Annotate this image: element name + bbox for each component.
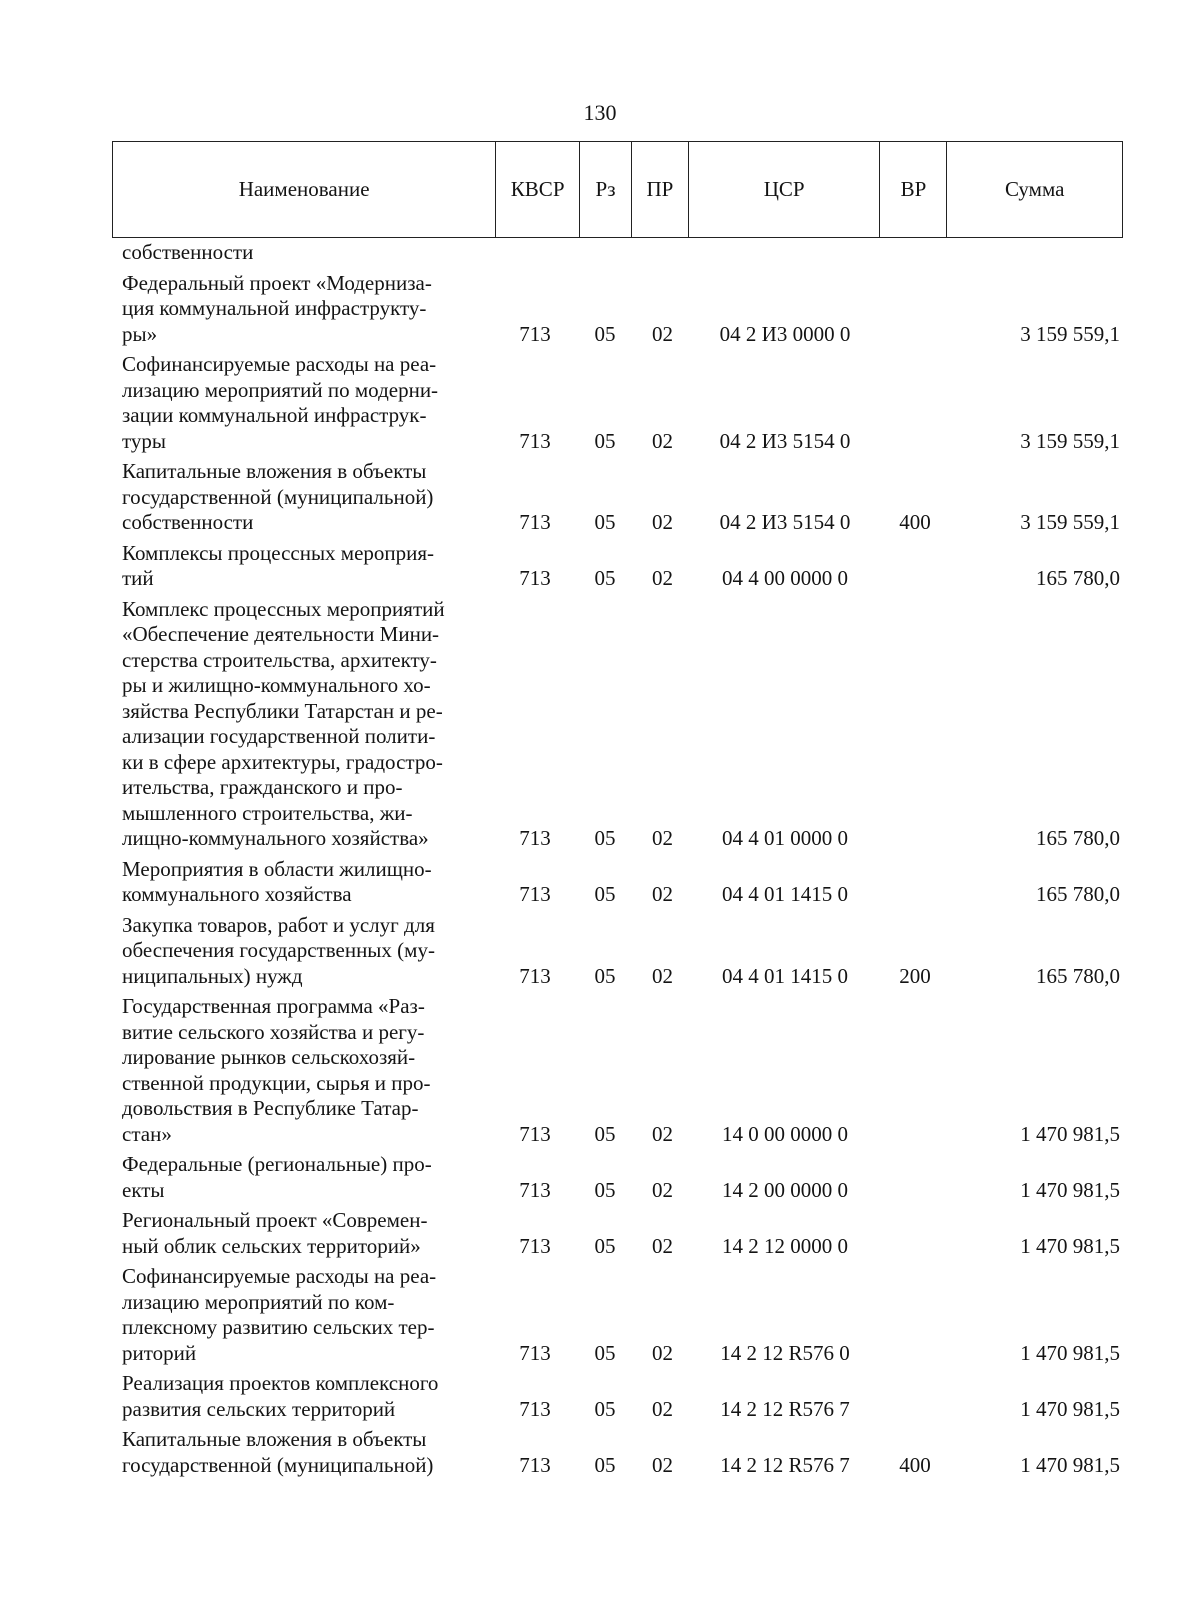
row-name: Государственная программа «Раз- витие сельского хозяйства и регу- лирование рынков сельскохозяй- ственной продукции, сырья и про- довольствия в Республике Татар- стан» — [122, 994, 431, 1146]
row-kvsr: 713 — [519, 826, 551, 850]
row-pr: 02 — [652, 1177, 673, 1202]
row-kvsr: 713 — [519, 1396, 551, 1421]
row-name: Капитальные вложения в объекты государственной (муниципальной) — [122, 1427, 434, 1477]
header-rz: Рз — [580, 142, 632, 237]
row-name: собственности — [122, 240, 254, 264]
row-name: Федеральный проект «Модерниза- ция коммунальной инфраструкту- ры» — [122, 270, 432, 346]
row-sum: 1 470 981,5 — [1020, 1121, 1120, 1146]
row-csr: 14 2 12 R576 0 — [720, 1340, 850, 1365]
row-csr: 04 4 01 1415 0 — [722, 882, 848, 906]
row-csr: 04 4 00 0000 0 — [722, 566, 848, 590]
row-name: Комплекс процессных мероприятий «Обеспечение деятельности Мини- стерства строительства, архитекту- ры и жилищно-коммунального хо- зяйства Республики Татарстан и ре- ализации государственной полити- ки в сфере архитектуры, градостро- ительства, гражданского и про- мышленного строительства, жи- лищно-коммунального хозяйства» — [122, 596, 445, 850]
table-row — [0, 994, 1200, 1147]
row-pr: 02 — [652, 882, 673, 906]
row-vr: 400 — [899, 1452, 931, 1477]
row-rz: 05 — [594, 1233, 616, 1258]
row-rz: 05 — [594, 1452, 616, 1477]
row-rz: 05 — [594, 566, 616, 590]
row-kvsr: 713 — [519, 566, 551, 590]
header-vr: ВР — [880, 142, 947, 237]
table-row — [0, 597, 1200, 852]
row-kvsr: 713 — [519, 1452, 551, 1477]
row-vr: 400 — [899, 510, 931, 534]
row-sum: 165 780,0 — [1036, 882, 1120, 906]
header-kvsr: КВСР — [496, 142, 580, 237]
table-row — [0, 913, 1200, 990]
row-pr: 02 — [652, 1452, 673, 1477]
row-kvsr: 713 — [519, 1340, 551, 1365]
row-sum: 165 780,0 — [1036, 566, 1120, 590]
row-csr: 04 2 И3 0000 0 — [719, 321, 851, 346]
row-name: Мероприятия в области жилищно- коммунального хозяйства — [122, 856, 432, 906]
header-csr: ЦСР — [689, 142, 881, 237]
row-rz: 05 — [594, 1121, 616, 1146]
row-csr: 04 2 И3 5154 0 — [719, 428, 851, 453]
row-name: Софинансируемые расходы на реа- лизацию мероприятий по ком- плексному развитию сельских тер- риторий — [122, 1264, 437, 1365]
table-row — [0, 240, 1200, 266]
row-kvsr: 713 — [519, 1121, 551, 1146]
row-rz: 05 — [594, 882, 616, 906]
header-sum: Сумма — [1004, 177, 1065, 201]
row-rz: 05 — [594, 428, 616, 453]
row-kvsr: 713 — [519, 1177, 551, 1202]
row-csr: 04 4 01 1415 0 — [722, 963, 848, 988]
row-name: Региональный проект «Современ- ный облик сельских территорий» — [122, 1208, 428, 1258]
row-pr: 02 — [652, 428, 673, 453]
row-vr: 200 — [899, 963, 931, 988]
row-csr: 04 4 01 0000 0 — [722, 826, 848, 850]
row-name: Федеральные (региональные) про- екты — [122, 1152, 432, 1202]
row-kvsr: 713 — [519, 428, 551, 453]
row-csr: 14 2 12 R576 7 — [720, 1396, 850, 1421]
table-row — [0, 1427, 1200, 1478]
row-name: Софинансируемые расходы на реа- лизацию мероприятий по модерни- зации коммунальной инфраструк- туры — [122, 352, 439, 453]
row-rz: 05 — [594, 510, 616, 534]
page-number: 130 — [583, 100, 617, 125]
row-kvsr: 713 — [519, 321, 551, 346]
table-row — [0, 1208, 1200, 1259]
header-pr: ПР — [632, 142, 689, 237]
row-name: Реализация проектов комплексного развития сельских территорий — [122, 1371, 439, 1421]
row-csr: 14 2 12 0000 0 — [722, 1233, 848, 1258]
table-row — [0, 1152, 1200, 1203]
row-pr: 02 — [652, 1340, 673, 1365]
row-sum: 1 470 981,5 — [1020, 1396, 1120, 1421]
row-rz: 05 — [594, 963, 616, 988]
row-sum: 1 470 981,5 — [1020, 1177, 1120, 1202]
row-sum: 1 470 981,5 — [1020, 1340, 1120, 1365]
row-pr: 02 — [652, 566, 673, 590]
row-csr: 14 2 00 0000 0 — [722, 1177, 848, 1202]
row-pr: 02 — [652, 1396, 673, 1421]
row-sum: 1 470 981,5 — [1020, 1233, 1120, 1258]
row-rz: 05 — [594, 1177, 616, 1202]
row-pr: 02 — [652, 510, 673, 534]
row-sum: 3 159 559,1 — [1020, 510, 1120, 534]
row-kvsr: 713 — [519, 510, 551, 534]
row-pr: 02 — [652, 1233, 673, 1258]
row-rz: 05 — [594, 321, 616, 346]
table-header — [112, 141, 1123, 238]
table-row — [0, 857, 1200, 908]
row-csr: 04 2 И3 5154 0 — [719, 510, 851, 534]
row-sum: 1 470 981,5 — [1020, 1452, 1120, 1477]
table-row — [0, 1371, 1200, 1422]
table-row — [0, 459, 1200, 536]
row-rz: 05 — [594, 1396, 616, 1421]
row-pr: 02 — [652, 826, 673, 850]
table-row — [0, 541, 1200, 592]
row-sum: 165 780,0 — [1036, 826, 1120, 850]
row-sum: 165 780,0 — [1036, 963, 1120, 988]
row-pr: 02 — [652, 963, 673, 988]
row-csr: 14 2 12 R576 7 — [720, 1452, 850, 1477]
row-kvsr: 713 — [519, 963, 551, 988]
table-row — [0, 271, 1200, 348]
row-pr: 02 — [652, 1121, 673, 1146]
row-kvsr: 713 — [519, 1233, 551, 1258]
table-row — [0, 1264, 1200, 1366]
row-sum: 3 159 559,1 — [1020, 428, 1120, 453]
row-name: Закупка товаров, работ и услуг для обеспечения государственных (му- ниципальных) нужд — [122, 912, 435, 988]
row-name: Комплексы процессных мероприя- тий — [122, 540, 435, 590]
row-pr: 02 — [652, 321, 673, 346]
row-rz: 05 — [594, 1340, 616, 1365]
row-kvsr: 713 — [519, 882, 551, 906]
row-rz: 05 — [594, 826, 616, 850]
table-row — [0, 352, 1200, 454]
row-csr: 14 0 00 0000 0 — [722, 1121, 848, 1146]
row-sum: 3 159 559,1 — [1020, 321, 1120, 346]
table-body — [0, 240, 1200, 1483]
row-name: Капитальные вложения в объекты государственной (муниципальной) собственности — [122, 459, 434, 534]
header-name: Наименование — [113, 142, 496, 237]
